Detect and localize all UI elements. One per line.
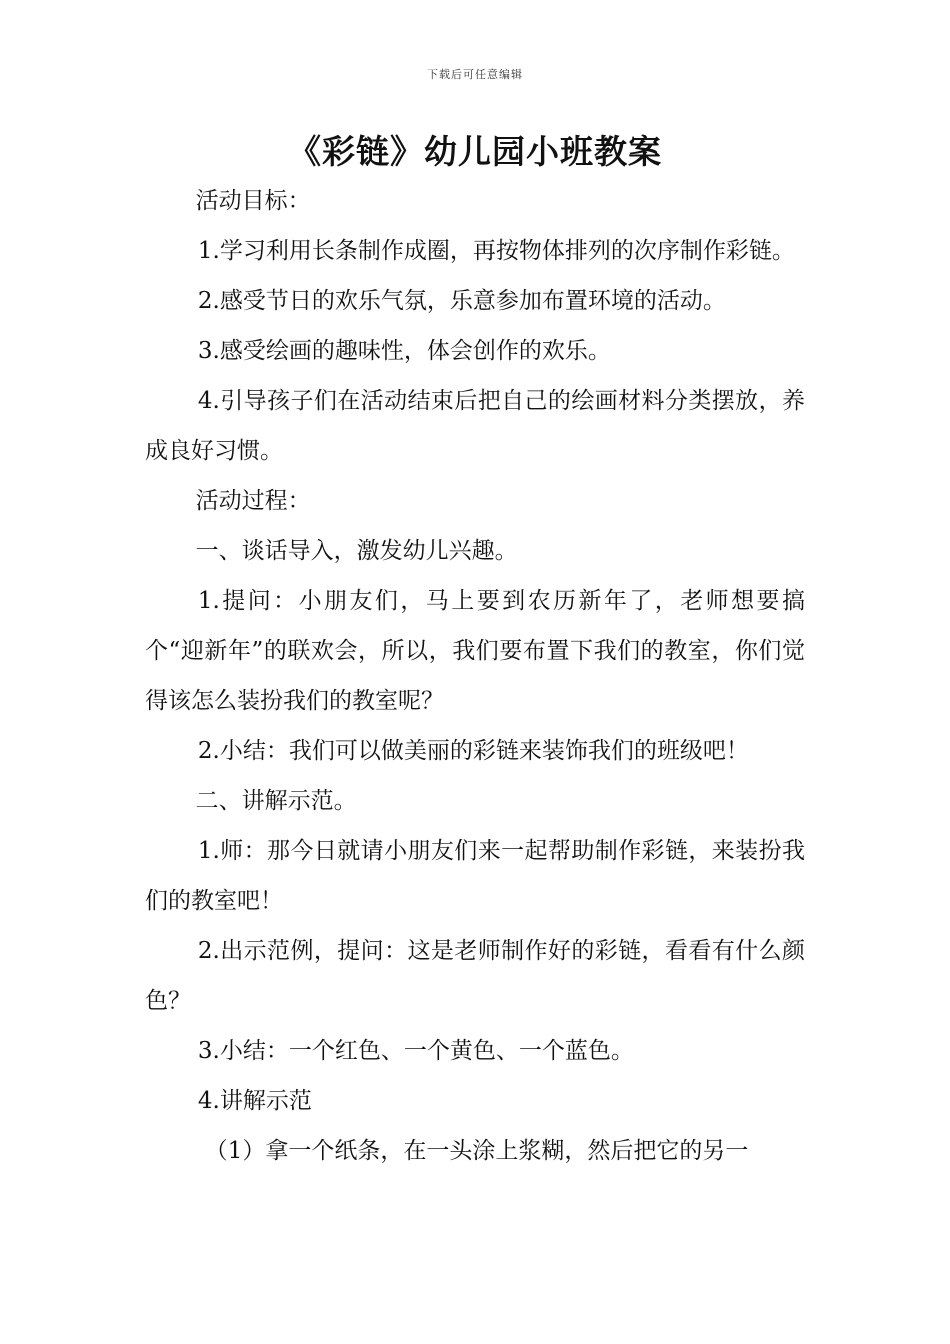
paragraph: 2.出示范例，提问：这是老师制作好的彩链，看看有什么颜色？: [145, 938, 805, 1014]
paragraph: 4.讲解示范: [197, 1088, 312, 1114]
paragraph: 1.师：那今日就请小朋友们来一起帮助制作彩链，来装扮我们的教室吧！: [145, 838, 805, 914]
document-title: 《彩链》幼儿园小班教案: [288, 132, 662, 171]
paragraph: 1.提问：小朋友们，马上要到农历新年了，老师想要搞个“迎新年”的联欢会，所以，我们要布置下我们的教室，你们觉得该怎么装扮我们的教室呢？: [145, 588, 805, 714]
paragraph: 二、讲解示范。: [195, 788, 357, 814]
paragraph: （1）拿一个纸条，在一头涂上浆糊，然后把它的另一: [204, 1138, 749, 1164]
section-heading-process: 活动过程：: [195, 488, 311, 514]
section-heading-goals: 活动目标：: [195, 188, 311, 214]
document-body: [145, 176, 805, 1176]
paragraph: 1.学习利用长条制作成圈，再按物体排列的次序制作彩链。: [197, 238, 795, 264]
paragraph: 4.引导孩子们在活动结束后把自己的绘画材料分类摆放，养成良好习惯。: [145, 388, 805, 464]
paragraph: 3.小结：一个红色、一个黄色、一个蓝色。: [197, 1038, 634, 1064]
header-note: 下载后可任意编辑: [427, 68, 523, 81]
paragraph: 3.感受绘画的趣味性，体会创作的欢乐。: [197, 338, 611, 364]
paragraph: 一、谈话导入，激发幼儿兴趣。: [195, 538, 518, 564]
paragraph: 2.小结：我们可以做美丽的彩链来装饰我们的班级吧！: [197, 738, 749, 764]
paragraph: 2.感受节日的欢乐气氛，乐意参加布置环境的活动。: [197, 288, 726, 314]
